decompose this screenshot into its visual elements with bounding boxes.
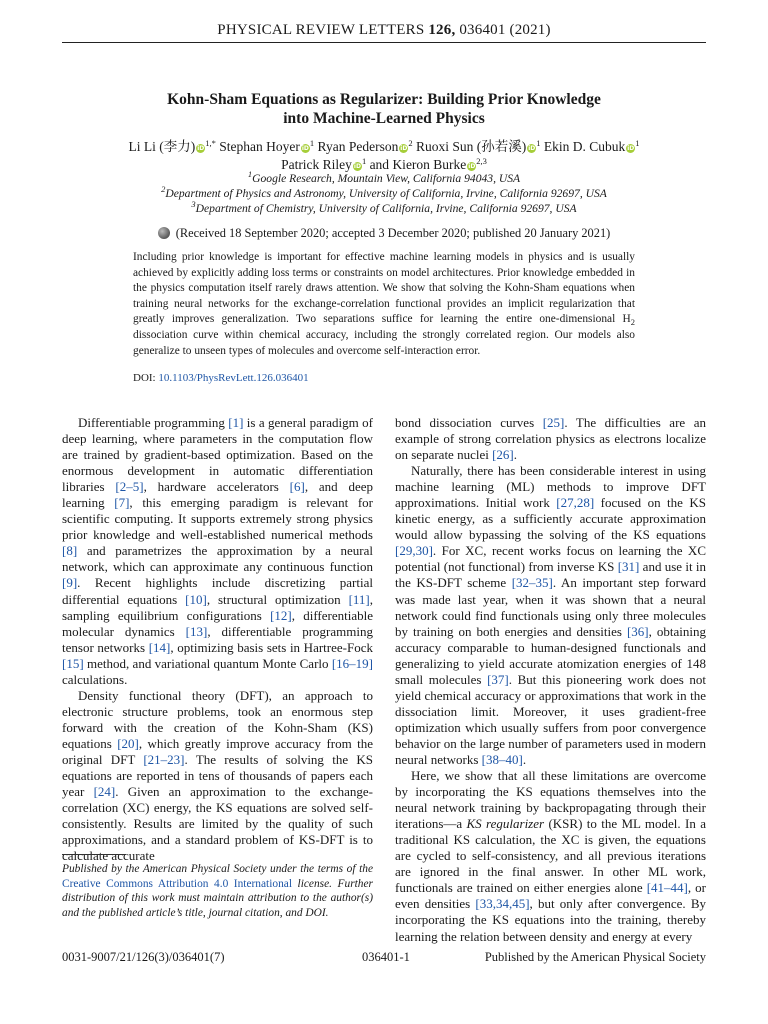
citation-link[interactable]: [29,30]: [395, 543, 433, 559]
citation-link[interactable]: [6]: [289, 479, 305, 495]
citation-link[interactable]: [21–23]: [143, 751, 185, 767]
orcid-icon[interactable]: iD: [400, 145, 408, 152]
author-5[interactable]: Ekin D. Cubuk: [543, 139, 626, 154]
footnote-before: Published by the American Physical Society under the terms of the: [62, 863, 373, 875]
footer-publisher: Published by the American Physical Society: [484, 950, 706, 964]
citation-link[interactable]: [37]: [487, 671, 509, 687]
author-and: and: [369, 157, 390, 172]
citation-link[interactable]: [1]: [228, 415, 244, 430]
citation-link[interactable]: [8]: [62, 543, 78, 559]
orcid-icon[interactable]: iD: [197, 145, 205, 152]
abstract-subscript: 2: [630, 317, 635, 328]
citation-link[interactable]: [10]: [185, 591, 207, 607]
affiliation-1: [62, 171, 706, 186]
citation-link[interactable]: [38–40]: [481, 751, 523, 767]
orcid-icon[interactable]: iD: [353, 163, 361, 170]
citation-link[interactable]: [7]: [114, 495, 130, 511]
abstract: [133, 250, 635, 359]
affiliations: [62, 171, 706, 216]
author-3-sup: 2: [408, 138, 413, 148]
paragraph: Differentiable programming [1] is a general paradigm of deep learning, where parameters in the computation flow are trained by gradient-based optimization. Based on the enormous development in automatic differentiation libraries [2–5], hardware accelerators [6], and deep learning [7], this emerging paradigm is relevant for scientific computing. It supports extremely strong physics prior knowledge and well-established numerical methods [8] and parametrizes the approximation by a neural network, which can approximate any continuous function [9]. Recent highlights include discretizing partial differential equations [10], structural optimization [11], sampling equilibrium configurations [12], differentiable molecular dynamics [13], differentiable programming tensor networks [14], optimizing basis sets in Hartree-Fock [15] method, and variational quantum Monte Carlo [16–19] calculations.: [62, 415, 374, 687]
crossmark-icon[interactable]: [158, 227, 170, 239]
citation-link[interactable]: [15]: [62, 655, 84, 671]
article-number-year: 036401 (2021): [459, 22, 551, 38]
author-3[interactable]: Ryan Pederson: [317, 139, 399, 154]
affiliation-1-sup: 1: [247, 169, 253, 179]
paragraph: Here, we show that all these limitations are overcome by incorporating the KS equations themselves into the neural network training by backpropagating through their iterations—a KS regularizer (KSR) to the ML model. In a traditional KS calculation, the XC is given, the equations are cycled to self-consistency, and all previous iterations are ignored in the final answer. In other ML work, functionals are trained on either energies alone [41–44], or even densities [33,34,45], but only after convergence. By incorporating the KS equations into the training, thereby learning the relation between density and energy at every: [395, 768, 706, 944]
citation-link[interactable]: [27,28]: [556, 495, 595, 511]
journal-volume: 126,: [428, 22, 456, 38]
header-rule: [62, 42, 706, 43]
orcid-icon[interactable]: iD: [301, 145, 309, 152]
citation-link[interactable]: [32–35]: [511, 575, 553, 591]
footnote-after: license. Further distribution of this work must maintain attribution to the author(s) and the published article’s title, journal citation, and DOI.: [62, 877, 373, 919]
citation-link[interactable]: [9]: [62, 575, 78, 591]
italic-term: KS regularizer: [466, 816, 545, 832]
received-text: (Received 18 September 2020; accepted 3 December 2020; published 20 January 2021): [175, 226, 611, 240]
journal-name: PHYSICAL REVIEW LETTERS: [217, 22, 425, 38]
citation-link[interactable]: [2–5]: [115, 479, 144, 495]
title-line-2: into Machine-Learned Physics: [283, 110, 485, 127]
orcid-icon[interactable]: iD: [627, 145, 635, 152]
running-head: [62, 22, 706, 39]
footnote-rule: [62, 854, 126, 855]
paragraph: Naturally, there has been considerable interest in using machine learning (ML) methods to improve DFT approximations. Initial work [27,28] focused on the KS kinetic energy, as a sufficiently accurate approximation would allow bypassing the solving of the KS equations [29,30]. For XC, recent works focus on learning the XC potential (not functional) from inverse KS [31] and use it in the KS-DFT scheme [32–35]. An important step forward was made last year, when it was shown that a neural network could find functionals using only three molecules by training on both energies and densities [36], obtaining accuracy comparable to human-designed functionals and generalizing to yield accurate atomization energies of 148 small molecules [37]. But this pioneering work does not yield chemical accuracy or approximations that work in the dissociation limit. Moreover, it uses gradient-free optimization which usually suffers from poor convergence behavior on the large number of parameters used in modern neural networks [38–40].: [395, 463, 707, 767]
affiliation-2-sup: 2: [161, 184, 166, 194]
citation-link[interactable]: [13]: [185, 623, 208, 639]
citation-link[interactable]: [14]: [148, 639, 171, 655]
citation-link[interactable]: [11]: [348, 591, 370, 607]
citation-link[interactable]: [41–44]: [646, 880, 688, 896]
author-2-sup: 1: [309, 138, 315, 148]
orcid-icon[interactable]: iD: [528, 145, 536, 152]
doi-line: [133, 372, 309, 384]
affiliation-3-text: Department of Chemistry, University of California, Irvine, California 92697, USA: [195, 202, 577, 215]
page-number: 036401-1: [362, 950, 410, 964]
affiliation-1-text: Google Research, Mountain View, California 94043, USA: [252, 172, 521, 185]
author-1-sup: 1,*: [205, 138, 216, 148]
affiliation-2: [62, 186, 706, 201]
doi-label: DOI:: [133, 372, 156, 384]
citation-link[interactable]: [33,34,45]: [475, 896, 530, 912]
citation-link[interactable]: [20]: [117, 735, 139, 751]
abstract-part-1: Including prior knowledge is important for effective machine learning models in physics and is usually achieved by explicitly adding loss terms or constraints on model architectures. Prior knowledge embedded in the physics computation itself rarely draws attention. We show that solving the Kohn-Sham equations when training neural networks for the exchange-correlation functional provides an implicit regularization that greatly improves generalization. Two separations suffice for learning the entire one-dimensional H: [133, 251, 635, 326]
citation-link[interactable]: [24]: [93, 784, 116, 800]
citation-link[interactable]: [36]: [626, 623, 649, 639]
affiliation-2-text: Department of Physics and Astronomy, University of California, Irvine, California 92697, USA: [165, 187, 607, 200]
license-footnote: [62, 862, 373, 920]
affiliation-3: [62, 201, 706, 216]
author-6-sup: 1: [361, 156, 367, 166]
orcid-icon[interactable]: iD: [468, 163, 476, 170]
author-7-sup: 2,3: [476, 156, 487, 166]
paper-title: [62, 90, 706, 128]
author-list: [62, 138, 706, 174]
author-5-sup: 1: [635, 138, 640, 148]
title-line-1: Kohn-Sham Equations as Regularizer: Building Prior Knowledge: [167, 91, 601, 108]
citation-link[interactable]: [25]: [542, 415, 565, 430]
author-1[interactable]: Li Li (李力): [128, 139, 196, 154]
author-2[interactable]: Stephan Hoyer: [219, 139, 300, 154]
citation-link[interactable]: [16–19]: [331, 655, 373, 671]
license-link[interactable]: Creative Commons Attribution 4.0 International: [62, 877, 292, 890]
doi-link[interactable]: 10.1103/PhysRevLett.126.036401: [158, 372, 309, 384]
author-4-sup: 1: [536, 138, 541, 148]
citation-link[interactable]: [31]: [617, 559, 640, 575]
footer-issn: 0031-9007/21/126(3)/036401(7): [62, 950, 225, 964]
affiliation-3-sup: 3: [191, 199, 196, 209]
paragraph: bond dissociation curves [25]. The difficulties are an example of strong correlation physics as electrons localize on separate nuclei [26].: [395, 415, 706, 463]
author-4[interactable]: Ruoxi Sun (孙若溪): [415, 139, 527, 154]
left-column: [62, 415, 373, 864]
paragraph: Density functional theory (DFT), an approach to electronic structure problems, took an enormous step forward with the creation of the Kohn-Sham (KS) equations [20], which greatly improve accuracy from the original DFT [21–23]. The results of solving the KS equations are reported in tens of thousands of papers each year [24]. Given an approximation to the exchange-correlation (XC) energy, the KS equations are solved self-consistently. Results are limited by the quality of such approximations, and a standard problem of KS-DFT is to calculate accurate: [62, 687, 374, 864]
citation-link[interactable]: [26]: [492, 447, 514, 463]
author-6[interactable]: Patrick Riley: [281, 157, 352, 172]
author-7[interactable]: Kieron Burke: [392, 157, 467, 172]
citation-link[interactable]: [12]: [270, 607, 292, 623]
right-column: [395, 415, 706, 945]
received-dates: [62, 226, 706, 241]
abstract-part-2: dissociation curve within chemical accuracy, including the strongly correlated region. Our models also generalize to unseen types of molecules and overcome self-interaction error.: [133, 328, 635, 357]
